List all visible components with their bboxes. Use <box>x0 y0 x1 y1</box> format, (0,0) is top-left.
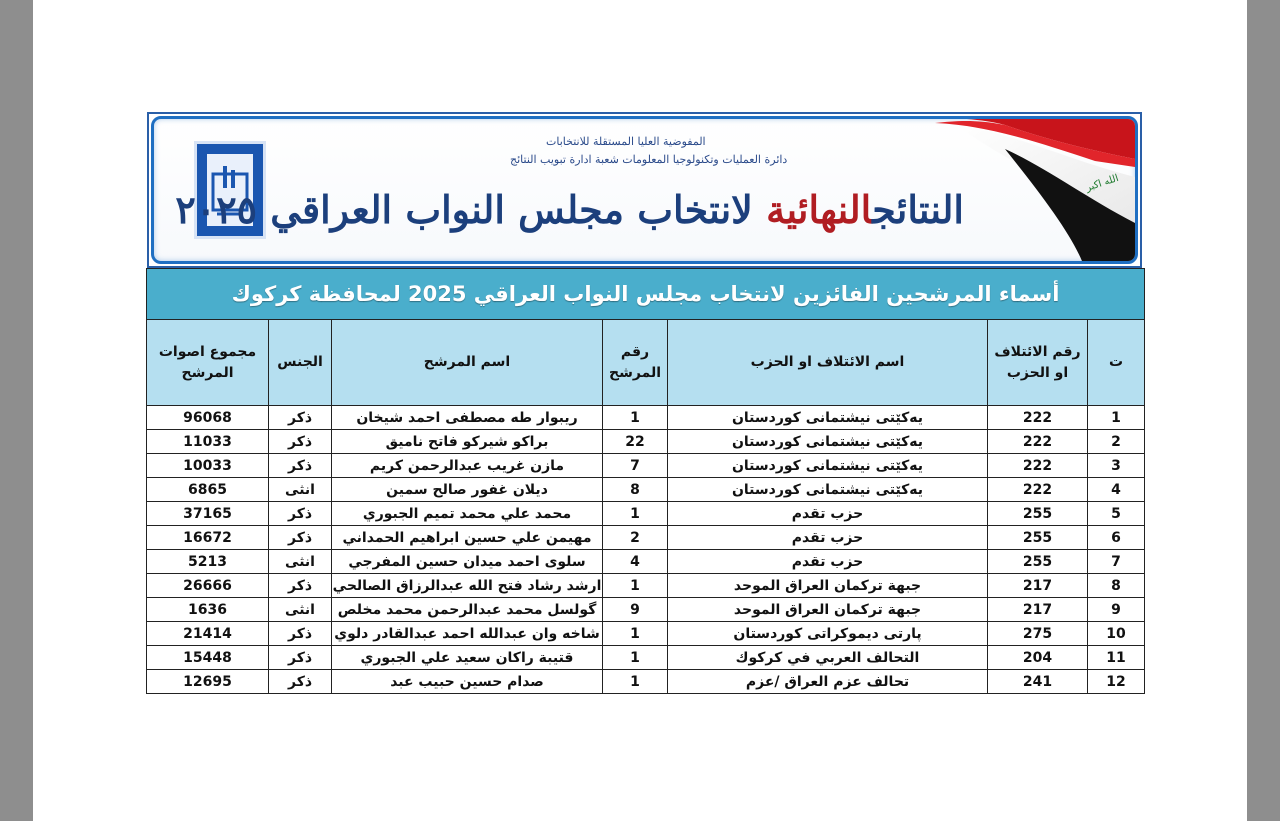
cell-coalition-name: حزب تقدم <box>668 550 988 574</box>
title-accent: النهائية <box>766 187 873 232</box>
cell-coalition-no: 255 <box>988 550 1088 574</box>
cell-candidate-no: 1 <box>603 646 668 670</box>
cell-seq: 4 <box>1088 478 1145 502</box>
cell-candidate-name: سلوى احمد ميدان حسين المفرجي <box>332 550 603 574</box>
cell-coalition-no: 222 <box>988 454 1088 478</box>
cell-votes: 6865 <box>147 478 269 502</box>
header-seq: ت <box>1088 320 1145 406</box>
cell-candidate-no: 1 <box>603 502 668 526</box>
cell-candidate-name: مهيمن علي حسين ابراهيم الحمداني <box>332 526 603 550</box>
table-caption: أسماء المرشحين الفائزين لانتخاب مجلس النواب العراقي 2025 لمحافظة كركوك <box>147 269 1145 320</box>
cell-candidate-no: 7 <box>603 454 668 478</box>
cell-candidate-name: صدام حسين حبيب عبد <box>332 670 603 694</box>
banner-frame <box>151 116 1138 264</box>
cell-candidate-name: ديلان غفور صالح سمين <box>332 478 603 502</box>
cell-coalition-no: 222 <box>988 430 1088 454</box>
cell-candidate-no: 8 <box>603 478 668 502</box>
iraq-flag-icon <box>895 119 1135 264</box>
cell-gender: ذكر <box>269 430 332 454</box>
cell-gender: ذكر <box>269 502 332 526</box>
cell-coalition-no: 222 <box>988 406 1088 430</box>
cell-gender: انثى <box>269 598 332 622</box>
cell-coalition-name: يەكێتی نیشتمانی كوردستان <box>668 406 988 430</box>
cell-seq: 2 <box>1088 430 1145 454</box>
cell-gender: ذكر <box>269 646 332 670</box>
table-row <box>147 526 1145 550</box>
cell-seq: 5 <box>1088 502 1145 526</box>
header-candidate-no: رقم المرشح <box>603 320 668 406</box>
cell-votes: 16672 <box>147 526 269 550</box>
table-row <box>147 502 1145 526</box>
cell-candidate-name: شاخه وان عبدالله احمد عبدالقادر دلوي <box>332 622 603 646</box>
cell-candidate-no: 1 <box>603 574 668 598</box>
cell-coalition-no: 217 <box>988 574 1088 598</box>
cell-votes: 37165 <box>147 502 269 526</box>
cell-coalition-name: جبهة تركمان العراق الموحد <box>668 598 988 622</box>
cell-candidate-no: 22 <box>603 430 668 454</box>
cell-coalition-name: يەكێتی نیشتمانی كوردستان <box>668 430 988 454</box>
cell-gender: ذكر <box>269 670 332 694</box>
cell-seq: 9 <box>1088 598 1145 622</box>
banner-title <box>175 187 964 232</box>
cell-coalition-name: جبهة تركمان العراق الموحد <box>668 574 988 598</box>
table-row <box>147 646 1145 670</box>
cell-votes: 12695 <box>147 670 269 694</box>
cell-coalition-name: حزب تقدم <box>668 502 988 526</box>
cell-coalition-name: پارتی ديموكراتی كوردستان <box>668 622 988 646</box>
cell-coalition-name: حزب تقدم <box>668 526 988 550</box>
cell-seq: 1 <box>1088 406 1145 430</box>
table-row <box>147 598 1145 622</box>
table-row <box>147 430 1145 454</box>
table-row <box>147 550 1145 574</box>
cell-candidate-name: ريبوار طه مصطفى احمد شيخان <box>332 406 603 430</box>
cell-coalition-no: 275 <box>988 622 1088 646</box>
cell-votes: 5213 <box>147 550 269 574</box>
cell-candidate-name: محمد علي محمد تميم الجبوري <box>332 502 603 526</box>
table-row <box>147 478 1145 502</box>
table-row <box>147 670 1145 694</box>
cell-coalition-name: تحالف عزم العراق /عزم <box>668 670 988 694</box>
cell-gender: ذكر <box>269 526 332 550</box>
cell-candidate-no: 2 <box>603 526 668 550</box>
cell-votes: 11033 <box>147 430 269 454</box>
header-candidate-name: اسم المرشح <box>332 320 603 406</box>
cell-gender: ذكر <box>269 454 332 478</box>
cell-candidate-name: مازن غريب عبدالرحمن كريم <box>332 454 603 478</box>
cell-candidate-no: 1 <box>603 622 668 646</box>
table-row <box>147 574 1145 598</box>
header-votes: مجموع اصوات المرشح <box>147 320 269 406</box>
cell-seq: 8 <box>1088 574 1145 598</box>
org-line-1: المفوضية العليا المستقلة للانتخابات <box>546 135 706 148</box>
cell-gender: انثى <box>269 478 332 502</box>
header-coalition-name: اسم الائتلاف او الحزب <box>668 320 988 406</box>
cell-candidate-no: 4 <box>603 550 668 574</box>
cell-coalition-name: يەكێتی نیشتمانی كوردستان <box>668 478 988 502</box>
results-banner <box>147 112 1142 268</box>
cell-coalition-name: يەكێتی نیشتمانی كوردستان <box>668 454 988 478</box>
cell-votes: 21414 <box>147 622 269 646</box>
header-coalition-no: رقم الائتلاف او الحزب <box>988 320 1088 406</box>
cell-coalition-no: 255 <box>988 526 1088 550</box>
cell-coalition-name: التحالف العربي في كركوك <box>668 646 988 670</box>
cell-coalition-no: 255 <box>988 502 1088 526</box>
cell-coalition-no: 204 <box>988 646 1088 670</box>
cell-seq: 6 <box>1088 526 1145 550</box>
cell-gender: انثى <box>269 550 332 574</box>
cell-votes: 10033 <box>147 454 269 478</box>
table-row <box>147 622 1145 646</box>
cell-gender: ذكر <box>269 574 332 598</box>
cell-candidate-no: 9 <box>603 598 668 622</box>
cell-votes: 96068 <box>147 406 269 430</box>
cell-candidate-name: براكو شيركو فاتح نامیق <box>332 430 603 454</box>
cell-seq: 10 <box>1088 622 1145 646</box>
cell-candidate-no: 1 <box>603 670 668 694</box>
org-line-2: دائرة العمليات وتكنولوجيا المعلومات شعبة ادارة تبويب النتائج <box>510 153 788 166</box>
cell-coalition-no: 217 <box>988 598 1088 622</box>
cell-votes: 1636 <box>147 598 269 622</box>
flag-text: الله اكبر <box>1084 172 1121 194</box>
cell-candidate-name: ارشد رشاد فتح الله عبدالرزاق الصالحي <box>332 574 603 598</box>
table-header-row <box>147 320 1145 406</box>
cell-votes: 26666 <box>147 574 269 598</box>
cell-candidate-name: گولسل محمد عبدالرحمن محمد مخلص <box>332 598 603 622</box>
cell-seq: 12 <box>1088 670 1145 694</box>
cell-gender: ذكر <box>269 622 332 646</box>
cell-votes: 15448 <box>147 646 269 670</box>
table-row <box>147 406 1145 430</box>
cell-coalition-no: 222 <box>988 478 1088 502</box>
header-gender: الجنس <box>269 320 332 406</box>
cell-gender: ذكر <box>269 406 332 430</box>
cell-coalition-no: 241 <box>988 670 1088 694</box>
table-row <box>147 454 1145 478</box>
title-year: ٢٠٢٥ <box>175 187 258 232</box>
cell-candidate-name: قتيبة راكان سعيد علي الجبوري <box>332 646 603 670</box>
cell-candidate-no: 1 <box>603 406 668 430</box>
title-part-1: النتائج <box>872 187 964 232</box>
title-part-2: لانتخاب مجلس النواب العراقي <box>270 187 753 232</box>
table-body <box>147 406 1145 694</box>
cell-seq: 11 <box>1088 646 1145 670</box>
cell-seq: 7 <box>1088 550 1145 574</box>
winners-table <box>146 268 1145 694</box>
cell-seq: 3 <box>1088 454 1145 478</box>
